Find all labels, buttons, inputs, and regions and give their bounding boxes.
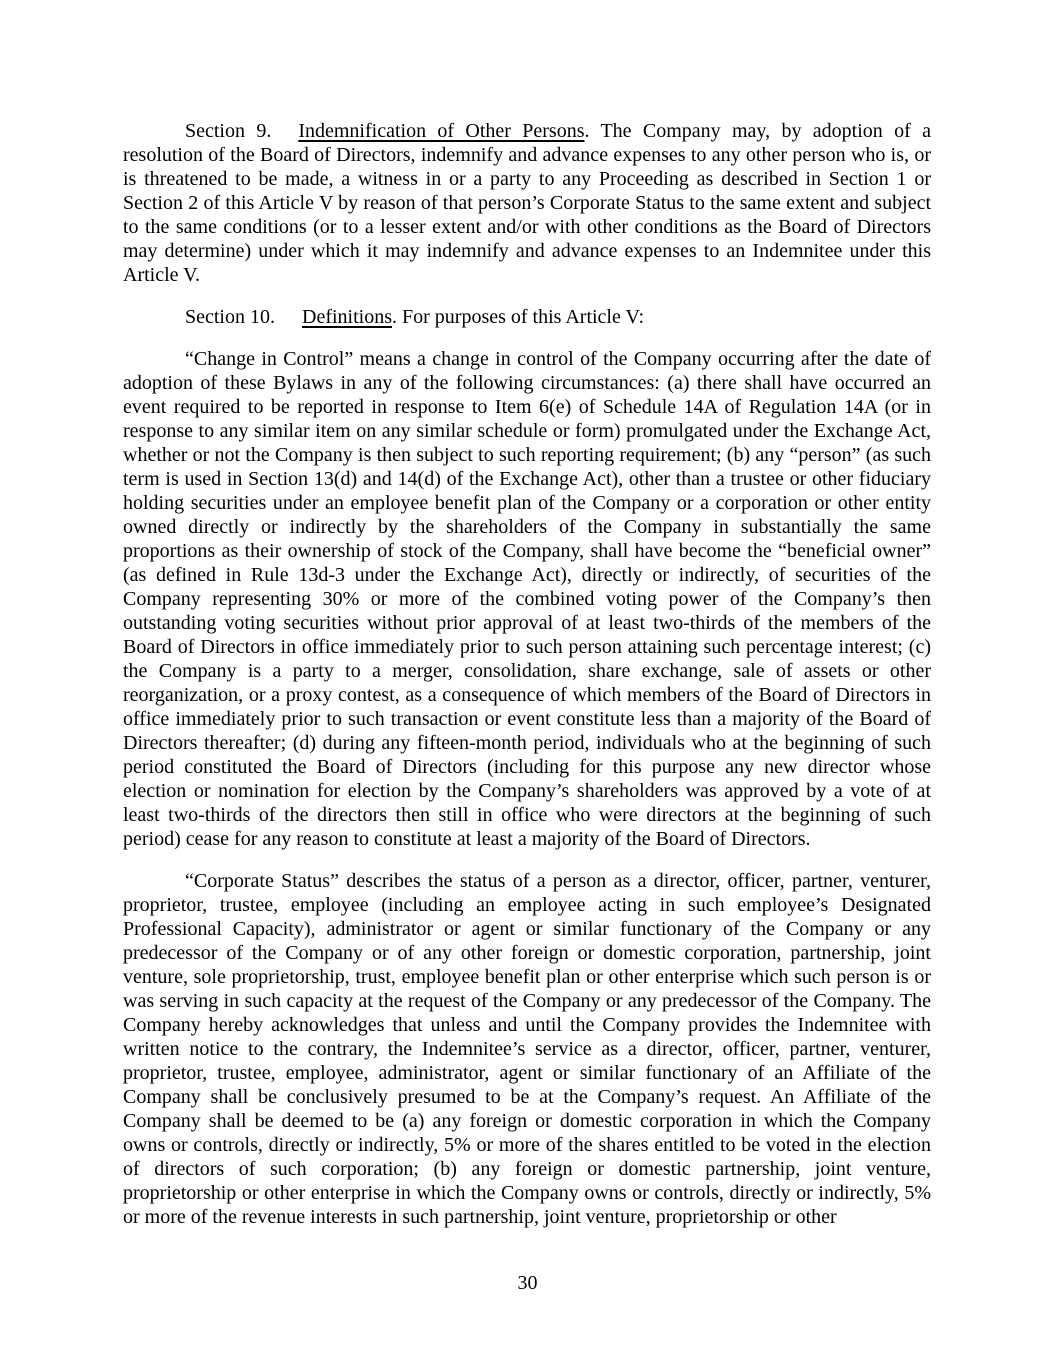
section-9-label: Section 9. bbox=[185, 120, 272, 142]
section-10-paragraph bbox=[123, 305, 931, 329]
section-9-heading: Indemnification of Other Persons bbox=[298, 120, 585, 142]
section-9-body: . The Company may, by adoption of a resolution of the Board of Directors, indemnify and advance expenses to any other person who is, or is threatened to be made, a witness in or a party to any Proceeding as described in Section 1 or Section 2 of this Article V by reason of that person’s Corporate Status to the same extent and subject to the same conditions (or to a lesser extent and/or with other conditions as the Board of Directors may determine) under which it may indemnify and advance expenses to an Indemnitee under this Article V. bbox=[123, 120, 931, 286]
section-10-body: . For purposes of this Article V: bbox=[392, 306, 645, 328]
definition-change-in-control: “Change in Control” means a change in control of the Company occurring after the date of adoption of these Bylaws in any of the following circumstances: (a) there shall have occurred an event required to be reported in response to Item 6(e) of Schedule 14A of Regulation 14A (or in response to any similar item on any similar schedule or form) promulgated under the Exchange Act, whether or not the Company is then subject to such reporting requirement; (b) any “person” (as such term is used in Section 13(d) and 14(d) of the Exchange Act), other than a trustee or other fiduciary holding securities under an employee benefit plan of the Company or a corporation or other entity owned directly or indirectly by the shareholders of the Company in substantially the same proportions as their ownership of stock of the Company, shall have become the “beneficial owner” (as defined in Rule 13d-3 under the Exchange Act), directly or indirectly, of securities of the Company representing 30% or more of the combined voting power of the Company’s then outstanding voting securities without prior approval of at least two-thirds of the members of the Board of Directors in office immediately prior to such person attaining such percentage interest; (c) the Company is a party to a merger, consolidation, share exchange, sale of assets or other reorganization, or a proxy contest, as a consequence of which members of the Board of Directors in office immediately prior to such transaction or event constitute less than a majority of the Board of Directors thereafter; (d) during any fifteen-month period, individuals who at the beginning of such period constituted the Board of Directors (including for this purpose any new director whose election or nomination for election by the Company’s shareholders was approved by a vote of at least two-thirds of the directors then still in office who were directors at the beginning of such period) cease for any reason to constitute at least a majority of the Board of Directors. bbox=[123, 348, 931, 850]
section-10-label: Section 10. bbox=[185, 306, 275, 328]
section-9-paragraph bbox=[123, 119, 931, 287]
section-10-heading: Definitions bbox=[302, 306, 392, 328]
definition-corporate-status: “Corporate Status” describes the status of a person as a director, officer, partner, venturer, proprietor, trustee, employee (including an employee acting in such employee’s Designated Professional Capacity), administrator or agent or similar functionary of the Company or any predecessor of the Company or of any other foreign or domestic corporation, partnership, joint venture, sole proprietorship, trust, employee benefit plan or other enterprise which such person is or was serving in such capacity at the request of the Company or any predecessor of the Company. The Company hereby acknowledges that unless and until the Company provides the Indemnitee with written notice to the contrary, the Indemnitee’s service as a director, officer, partner, venturer, proprietor, trustee, employee, administrator, agent or similar functionary of an Affiliate of the Company shall be conclusively presumed to be at the Company’s request. An Affiliate of the Company shall be deemed to be (a) any foreign or domestic corporation in which the Company owns or controls, directly or indirectly, 5% or more of the shares entitled to be voted in the election of directors of such corporation; (b) any foreign or domestic partnership, joint venture, proprietorship or other enterprise in which the Company owns or controls, directly or indirectly, 5% or more of the revenue interests in such partnership, joint venture, proprietorship or other bbox=[123, 870, 931, 1228]
page-number: 30 bbox=[517, 1272, 538, 1294]
